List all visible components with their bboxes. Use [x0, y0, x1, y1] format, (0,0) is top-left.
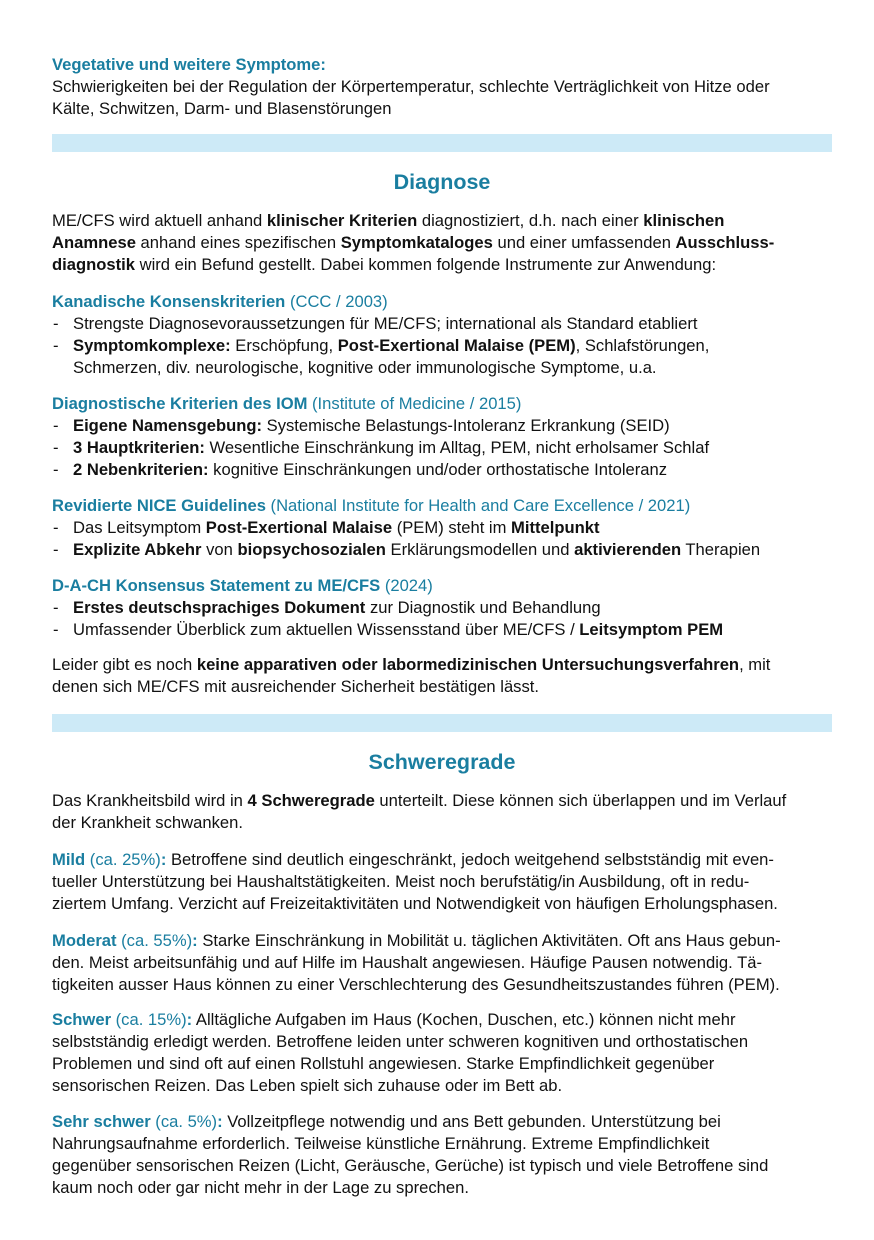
paragraph-line: gegenüber sensorischen Reizen (Licht, Geräusche, Gerüche) ist typisch und viele Betroffene sind — [52, 1156, 769, 1175]
paragraph-line: ziertem Umfang. Verzicht auf Freizeitaktivitäten und Notwendigkeit von häufigen Erholungsphasen. — [52, 894, 778, 913]
iom-list — [52, 415, 842, 481]
list-item — [52, 313, 842, 335]
section-divider-bar — [52, 714, 832, 732]
bold-text: biopsychosozialen — [237, 540, 386, 559]
ccc-heading — [52, 291, 842, 313]
text: Schmerzen, div. neurologische, kognitive oder immunologische Symptome, u.a. — [73, 358, 657, 377]
bold-text: diagnostik — [52, 255, 135, 274]
severity-sehr-schwer — [52, 1111, 842, 1199]
text: Betroffene sind deutlich eingeschränkt, jedoch weitgehend selbstständig mit even- — [166, 850, 774, 869]
dach-section — [52, 575, 842, 641]
text: Das Leitsymptom — [73, 518, 206, 537]
colon: : — [217, 1112, 223, 1131]
paragraph-line: den. Meist arbeitsunfähig und auf Hilfe im Haushalt angewiesen. Häufige Pausen notwendig. Tä- — [52, 953, 762, 972]
severity-label: Schwer — [52, 1010, 112, 1029]
severity-percent: (ca. 5%) — [150, 1112, 218, 1131]
nice-heading — [52, 495, 842, 517]
text: (PEM) steht im — [392, 518, 512, 537]
text: Vollzeitpflege notwendig und ans Bett gebunden. Unterstützung bei — [222, 1112, 721, 1131]
intro-line-2 — [52, 232, 842, 254]
schweregrade-title: Schweregrade — [368, 750, 516, 774]
iom-section — [52, 393, 842, 481]
diagnose-intro-lines — [52, 210, 842, 276]
text: Erklärungsmodellen und — [385, 540, 575, 559]
severity-label: Sehr schwer — [52, 1112, 151, 1131]
text: zur Diagnostik und Behandlung — [365, 598, 601, 617]
intro-line-1 — [52, 210, 842, 232]
severity-label: Moderat — [52, 931, 117, 950]
colon: : — [192, 931, 198, 950]
nice-list — [52, 517, 842, 561]
intro-line: der Krankheit schwanken. — [52, 813, 243, 832]
bold-text: Explizite Abkehr — [73, 540, 202, 559]
nice-section — [52, 495, 842, 561]
heading-note: (CCC / 2003) — [285, 292, 388, 311]
bold-text: 3 Hauptkriterien: — [73, 438, 205, 457]
section-divider-bar — [52, 134, 832, 152]
bold-text: 4 Schweregrade — [247, 791, 375, 810]
severity-schwer — [52, 1009, 842, 1097]
bold-text: Mittelpunkt — [511, 518, 600, 537]
text: kognitive Einschränkungen und/oder orthostatische Intoleranz — [208, 460, 668, 479]
text: Umfassender Überblick zum aktuellen Wissensstand über ME/CFS / — [73, 620, 580, 639]
heading-text: D-A-CH Konsensus Statement zu ME/CFS — [52, 576, 381, 595]
paragraph-line — [52, 930, 842, 952]
heading-text: Diagnostische Kriterien des IOM — [52, 394, 308, 413]
bold-text: Leitsymptom PEM — [579, 620, 724, 639]
heading-note: (Institute of Medicine / 2015) — [307, 394, 522, 413]
text: von — [201, 540, 238, 559]
list-item — [52, 597, 842, 619]
bold-text: Erstes deutschsprachiges Dokument — [73, 598, 366, 617]
diagnose-title: Diagnose — [393, 170, 491, 194]
text: , mit — [739, 655, 771, 674]
paragraph-line: Nahrungsaufnahme erforderlich. Teilweise künstliche Ernährung. Extreme Empfindlichkeit — [52, 1134, 710, 1153]
bold-text: Post-Exertional Malaise (PEM) — [337, 336, 576, 355]
closing-line — [52, 654, 842, 676]
severity-label: Mild — [52, 850, 86, 869]
paragraph-line: selbstständig erledigt werden. Betroffene leiden unter schweren kognitiven und orthostatischen — [52, 1032, 749, 1051]
intro-line — [52, 790, 842, 812]
vegetative-line: Kälte, Schwitzen, Darm- und Blasenstörungen — [52, 99, 392, 118]
list-item — [52, 437, 842, 459]
bold-text: aktivierenden — [574, 540, 682, 559]
text: , Schlafstörungen, — [575, 336, 710, 355]
bold-text: Symptomkomplexe: — [73, 336, 231, 355]
severity-percent: (ca. 55%) — [116, 931, 193, 950]
vegetative-section — [52, 54, 842, 120]
bold-text: Symptomkataloges — [340, 233, 493, 252]
heading-text: Kanadische Konsenskriterien — [52, 292, 286, 311]
text: Systemische Belastungs-Intoleranz Erkrankung (SEID) — [262, 416, 670, 435]
list-item — [52, 459, 842, 481]
dach-list — [52, 597, 842, 641]
paragraph-line: kaum noch oder gar nicht mehr in der Lage zu sprechen. — [52, 1178, 469, 1197]
text: wird ein Befund gestellt. Dabei kommen folgende Instrumente zur Anwendung: — [134, 255, 717, 274]
severity-percent: (ca. 25%) — [85, 850, 161, 869]
bold-text: Anamnese — [52, 233, 136, 252]
list-item — [52, 539, 842, 561]
list-item — [52, 517, 842, 539]
text: und einer umfassenden — [492, 233, 676, 252]
severity-mild — [52, 849, 842, 915]
bold-text: Eigene Namensgebung: — [73, 416, 263, 435]
colon: : — [186, 1010, 193, 1029]
text: Erschöpfung, — [230, 336, 338, 355]
text: Das Krankheitsbild wird in — [52, 791, 248, 810]
bold-text: 2 Nebenkriterien: — [73, 460, 209, 479]
text: Strengste Diagnosevoraussetzungen für ME/CFS; international als Standard etabliert — [73, 314, 698, 333]
paragraph-line — [52, 849, 842, 871]
paragraph-line: Problemen und sind oft auf einen Rollstuhl angewiesen. Starke Empfindlichkeit gegenüber — [52, 1054, 715, 1073]
text: anhand eines spezifischen — [135, 233, 341, 252]
ccc-section — [52, 291, 842, 379]
list-item — [52, 335, 842, 379]
paragraph-line: tigkeiten ausser Haus können zu einer Verschlechterung des Gesundheitszustandes führen (PEM). — [52, 975, 780, 994]
text: unterteilt. Diese können sich überlappen und im Verlauf — [374, 791, 787, 810]
dach-heading — [52, 575, 842, 597]
text: Wesentliche Einschränkung im Alltag, PEM, nicht erholsamer Schlaf — [204, 438, 710, 457]
iom-heading — [52, 393, 842, 415]
vegetative-heading: Vegetative und weitere Symptome: — [52, 55, 326, 74]
text: ME/CFS wird aktuell anhand — [52, 211, 267, 230]
diagnose-closing — [52, 654, 842, 698]
paragraph-line: tueller Unterstützung bei Haushaltstätigkeiten. Meist noch berufstätig/in Ausbildung, oft in redu- — [52, 872, 750, 891]
colon: : — [160, 850, 167, 869]
bold-text: keine apparativen oder labormedizinischen Untersuchungsverfahren — [196, 655, 740, 674]
intro-line-3 — [52, 254, 842, 276]
heading-note: (National Institute for Health and Care Excellence / 2021) — [265, 496, 691, 515]
text: diagnostiziert, d.h. nach einer — [417, 211, 644, 230]
text: Therapien — [681, 540, 761, 559]
paragraph-line: sensorischen Reizen. Das Leben spielt sich zuhause oder im Bett ab. — [52, 1076, 563, 1095]
paragraph-line — [52, 1009, 842, 1031]
schweregrade-intro — [52, 790, 842, 834]
vegetative-line: Schwierigkeiten bei der Regulation der Körpertemperatur, schlechte Verträglichkeit von Hitze oder — [52, 77, 770, 96]
bold-text: klinischen — [643, 211, 725, 230]
ccc-list — [52, 313, 842, 379]
paragraph-line — [52, 1111, 842, 1133]
closing-line: denen sich ME/CFS mit ausreichender Sicherheit bestätigen lässt. — [52, 677, 539, 696]
list-item — [52, 619, 842, 641]
text: Starke Einschränkung in Mobilität u. täglichen Aktivitäten. Oft ans Haus gebun- — [197, 931, 781, 950]
bold-text: klinischer Kriterien — [266, 211, 418, 230]
list-item — [52, 415, 842, 437]
bold-text: Post-Exertional Malaise — [205, 518, 393, 537]
severity-moderat — [52, 930, 842, 996]
bold-text: Ausschluss- — [675, 233, 775, 252]
heading-text: Revidierte NICE Guidelines — [52, 496, 266, 515]
text: Leider gibt es noch — [52, 655, 197, 674]
severity-percent: (ca. 15%) — [111, 1010, 187, 1029]
text: Alltägliche Aufgaben im Haus (Kochen, Duschen, etc.) können nicht mehr — [192, 1010, 736, 1029]
heading-note: (2024) — [380, 576, 433, 595]
